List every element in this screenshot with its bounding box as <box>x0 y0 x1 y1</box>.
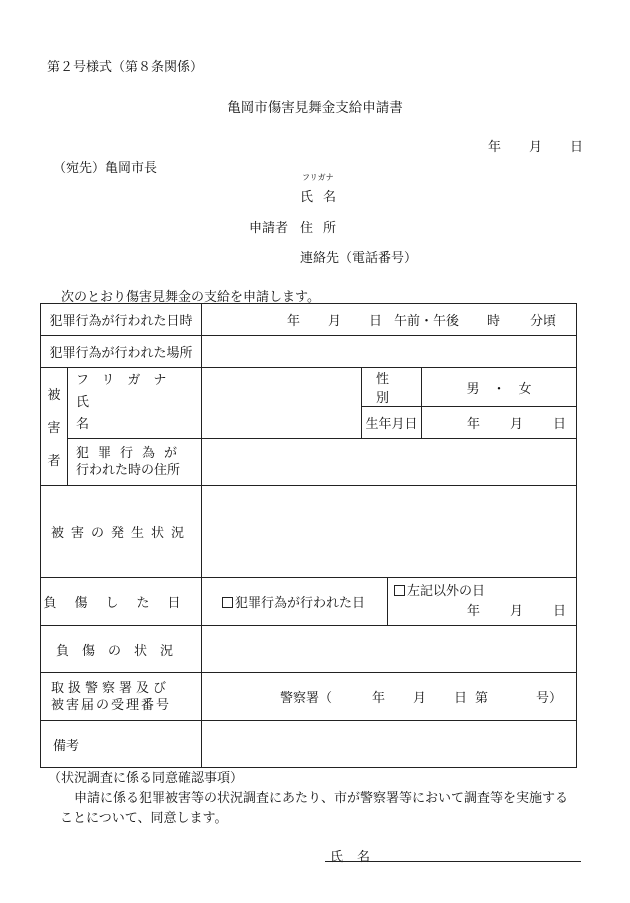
victim-name-label <box>68 368 202 439</box>
injury-day: 日 <box>553 603 567 619</box>
table-row <box>41 304 577 336</box>
addressee: （宛先）亀岡市長 <box>53 161 158 176</box>
table-row <box>41 368 577 407</box>
remarks-text: 備考 <box>53 738 80 754</box>
table-row <box>41 336 577 368</box>
crime-hour: 時 <box>487 314 501 329</box>
applicant-contact-label: 連絡先（電話番号） <box>300 251 418 266</box>
injury-date-option1[interactable] <box>202 578 388 626</box>
victim-label <box>41 368 68 486</box>
damage-field[interactable] <box>202 486 577 578</box>
victim-char-1: 被 <box>47 388 61 403</box>
injury-month: 月 <box>510 603 524 619</box>
signature-line[interactable] <box>325 861 581 862</box>
police-field[interactable] <box>202 673 577 721</box>
injury-date-label: 負傷した日 <box>41 578 202 626</box>
police-no: 第 <box>475 691 489 706</box>
police-month: 月 <box>412 691 426 706</box>
sex-label: 性別 <box>362 368 422 407</box>
crime-minute: 分頃 <box>530 314 557 329</box>
birth-day: 日 <box>553 417 567 432</box>
injury-status-label: 負傷の状況 <box>41 626 202 673</box>
address-at-crime-label-2: 行われた時の住所 <box>76 463 181 478</box>
victim-char-2: 害 <box>47 421 61 436</box>
birth-field[interactable] <box>422 407 577 439</box>
table-row <box>41 626 577 673</box>
police-day: 日 <box>454 691 468 706</box>
remarks-field[interactable] <box>202 721 577 768</box>
table-row <box>41 439 577 486</box>
applicant-furigana: フリガナ <box>302 173 334 182</box>
table-row <box>41 486 577 578</box>
police-label-2: 被害届の受理番号 <box>51 697 172 713</box>
address-at-crime-label-1: 犯罪行為が <box>76 446 187 461</box>
crime-place-label: 犯罪行為が行われた場所 <box>41 336 202 368</box>
address-at-crime-label <box>68 439 202 486</box>
applicant-name-label: 氏名 <box>300 190 347 205</box>
sex-field[interactable]: 男 ・ 女 <box>422 368 577 407</box>
victim-name-text-label: 氏名 <box>76 395 150 432</box>
police-year: 年 <box>371 691 385 706</box>
remarks-label <box>41 721 202 768</box>
injury-year: 年 <box>467 603 481 619</box>
injury-date-option1-label: 犯罪行為が行われた日 <box>235 596 366 611</box>
victim-char-3: 者 <box>47 454 61 469</box>
date-month: 月 <box>529 140 543 155</box>
checkbox-other-day[interactable] <box>394 585 405 596</box>
consent-body-line1: 申請に係る犯罪被害等の状況調査にあたり、市が警察署等において調査等を実施する <box>74 791 569 806</box>
crime-ampm: 午前・午後 <box>394 314 460 329</box>
application-date <box>488 136 583 155</box>
police-end: 号） <box>536 691 563 706</box>
crime-year: 年 <box>286 314 300 329</box>
table-row <box>41 673 577 721</box>
crime-day: 日 <box>368 314 382 329</box>
crime-datetime-label: 犯罪行為が行われた日時 <box>41 304 202 336</box>
police-label-1: 取扱警察署及び <box>51 680 171 696</box>
birth-month: 月 <box>510 417 524 432</box>
table-row <box>41 578 577 626</box>
birth-label: 生年月日 <box>362 407 422 439</box>
intro-text: 次のとおり傷害見舞金の支給を申請します。 <box>61 290 320 305</box>
signature-name-label: 氏名 <box>330 850 385 865</box>
birth-year: 年 <box>467 417 481 432</box>
checkbox-crime-day[interactable] <box>222 597 233 608</box>
consent-title: （状況調査に係る同意確認事項） <box>48 771 244 786</box>
crime-datetime-field[interactable] <box>202 304 577 336</box>
applicant-role: 申請者 <box>249 221 289 236</box>
police-label <box>41 673 202 721</box>
form-number: 第２号様式（第８条関係） <box>47 60 204 75</box>
date-day: 日 <box>570 140 584 155</box>
consent-body-line2: ことについて、同意します。 <box>60 811 228 826</box>
applicant-address-label: 住所 <box>300 221 347 236</box>
police-station: 警察署（ <box>279 691 332 706</box>
crime-month: 月 <box>327 314 341 329</box>
injury-date-option2[interactable] <box>388 578 577 626</box>
injury-date-option2-label: 左記以外の日 <box>407 583 486 599</box>
application-table <box>40 303 577 768</box>
injury-status-field[interactable] <box>202 626 577 673</box>
date-year: 年 <box>488 140 502 155</box>
page-title: 亀岡市傷害見舞金支給申請書 <box>227 100 403 116</box>
table-row <box>41 721 577 768</box>
crime-place-field[interactable] <box>202 336 577 368</box>
damage-label: 被害の発生状況 <box>41 486 202 578</box>
victim-furigana-label: フリガナ <box>76 373 180 388</box>
address-at-crime-field[interactable] <box>202 439 577 486</box>
victim-name-field[interactable] <box>202 368 362 439</box>
